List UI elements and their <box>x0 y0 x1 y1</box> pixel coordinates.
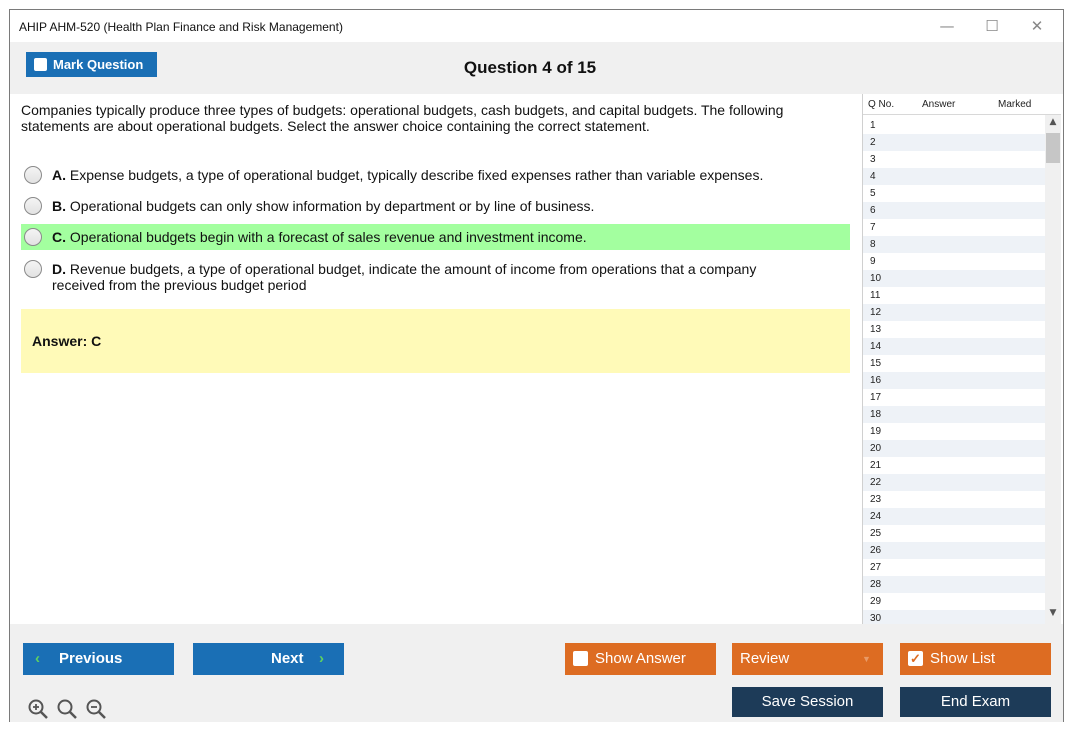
answer-box <box>21 309 850 373</box>
question-list-row[interactable]: 3 <box>870 154 876 165</box>
question-list-rows <box>863 117 1045 627</box>
question-panel <box>10 94 860 624</box>
app-window <box>9 9 1064 722</box>
next-button[interactable] <box>193 643 344 675</box>
question-list-row[interactable]: 25 <box>870 528 882 539</box>
option-a-letter: A. <box>52 167 66 183</box>
question-list-header <box>863 94 1061 115</box>
question-list <box>862 94 1061 624</box>
option-d-radio[interactable] <box>24 260 42 278</box>
question-list-row[interactable]: 20 <box>863 440 1045 457</box>
option-c-radio[interactable] <box>24 228 42 246</box>
question-list-row[interactable]: 28 <box>863 576 1045 593</box>
review-label: Review <box>740 650 790 667</box>
option-b-letter: B. <box>52 198 66 214</box>
question-list-row[interactable]: 6 <box>863 202 1045 219</box>
next-label: Next <box>271 650 304 667</box>
option-a[interactable] <box>21 164 850 186</box>
question-list-row[interactable]: 22 <box>863 474 1045 491</box>
question-list-row[interactable]: 2 <box>863 134 1045 151</box>
question-list-row[interactable]: 16 <box>863 372 1045 389</box>
scroll-down-icon[interactable]: ▼ <box>1049 608 1057 618</box>
question-list-row[interactable]: 27 <box>870 562 882 573</box>
question-list-row[interactable]: 10 <box>863 270 1045 287</box>
question-list-row[interactable]: 13 <box>870 324 882 335</box>
question-list-row[interactable]: 12 <box>863 304 1045 321</box>
chevron-left-icon: ‹ <box>35 650 40 667</box>
question-list-row[interactable]: 4 <box>863 168 1045 185</box>
question-text: Companies typically produce three types of budgets: operational budgets, cash budgets, and capital budgets. The following statements are about operational budgets. Select the answer choice containing the correct statement. <box>21 102 784 134</box>
answer-column-header: Answer <box>922 99 956 110</box>
previous-button[interactable] <box>23 643 174 675</box>
zoom-in-icon[interactable] <box>27 698 49 720</box>
question-list-row[interactable]: 24 <box>863 508 1045 525</box>
save-session-button[interactable]: Save Session <box>732 687 883 717</box>
question-list-row[interactable]: 21 <box>870 460 882 471</box>
option-b[interactable] <box>21 195 850 217</box>
chevron-right-icon: › <box>319 650 324 667</box>
question-list-scrollbar[interactable] <box>1045 115 1061 624</box>
question-list-row[interactable]: 11 <box>870 290 881 301</box>
qno-column-header: Q No. <box>868 99 895 110</box>
end-exam-button[interactable]: End Exam <box>900 687 1051 717</box>
question-list-row[interactable]: 30 <box>863 610 1045 627</box>
show-list-checkbox-icon[interactable]: ✓ <box>908 651 923 666</box>
option-c[interactable] <box>21 224 850 250</box>
show-list-button[interactable] <box>900 643 1051 675</box>
maximize-button[interactable]: ☐ <box>985 17 999 35</box>
show-answer-checkbox-icon[interactable] <box>573 651 588 666</box>
close-button[interactable]: ✕ <box>1030 17 1044 35</box>
question-list-row[interactable]: 7 <box>870 222 876 233</box>
question-list-row[interactable]: 29 <box>870 596 882 607</box>
question-list-row[interactable]: 9 <box>870 256 876 267</box>
question-header <box>10 42 1063 94</box>
question-list-row[interactable]: 23 <box>870 494 882 505</box>
question-list-row[interactable]: 18 <box>863 406 1045 423</box>
show-list-label: Show List <box>930 650 996 667</box>
scroll-thumb[interactable] <box>1046 133 1060 163</box>
review-dropdown[interactable] <box>732 643 883 675</box>
option-b-text: Operational budgets can only show information by department or by line of business. <box>66 198 595 214</box>
answer-text: Answer: C <box>32 333 102 349</box>
window-title: AHIP AHM-520 (Health Plan Finance and Risk Management) <box>19 20 343 34</box>
question-list-row[interactable]: 26 <box>863 542 1045 559</box>
mark-question-label: Mark Question <box>53 57 144 72</box>
question-list-row[interactable]: 19 <box>870 426 882 437</box>
minimize-button[interactable]: — <box>939 17 955 35</box>
question-list-row[interactable]: 5 <box>870 188 876 199</box>
zoom-reset-icon[interactable] <box>56 698 78 720</box>
show-answer-label: Show Answer <box>595 650 686 667</box>
zoom-out-icon[interactable] <box>85 698 107 720</box>
question-title: Question 4 of 15 <box>463 58 597 77</box>
question-list-row[interactable]: 1 <box>870 120 876 131</box>
question-list-row[interactable]: 14 <box>863 338 1045 355</box>
question-list-row[interactable]: 15 <box>870 358 882 369</box>
option-d-letter: D. <box>52 261 66 277</box>
option-c-letter: C. <box>52 229 66 245</box>
option-a-radio[interactable] <box>24 166 42 184</box>
scroll-up-icon[interactable]: ▲ <box>1049 117 1057 127</box>
mark-question-button[interactable] <box>26 52 157 77</box>
mark-checkbox-icon[interactable] <box>34 58 47 71</box>
show-answer-button[interactable] <box>565 643 716 675</box>
title-bar <box>10 10 1063 42</box>
previous-label: Previous <box>59 650 123 667</box>
option-d[interactable] <box>21 259 850 295</box>
option-a-text: Expense budgets, a type of operational budget, typically describe fixed expenses rather than variable expenses. <box>66 167 764 183</box>
question-list-row[interactable]: 8 <box>863 236 1045 253</box>
option-c-text: Operational budgets begin with a forecast of sales revenue and investment income. <box>66 229 587 245</box>
chevron-down-icon: ▼ <box>862 654 871 664</box>
question-list-row[interactable]: 17 <box>870 392 882 403</box>
option-b-radio[interactable] <box>24 197 42 215</box>
marked-column-header: Marked <box>998 99 1032 110</box>
footer-bar <box>10 624 1063 722</box>
option-d-text: Revenue budgets, a type of operational budget, indicate the amount of income from operations that a company received from the previous budget period <box>52 261 757 293</box>
